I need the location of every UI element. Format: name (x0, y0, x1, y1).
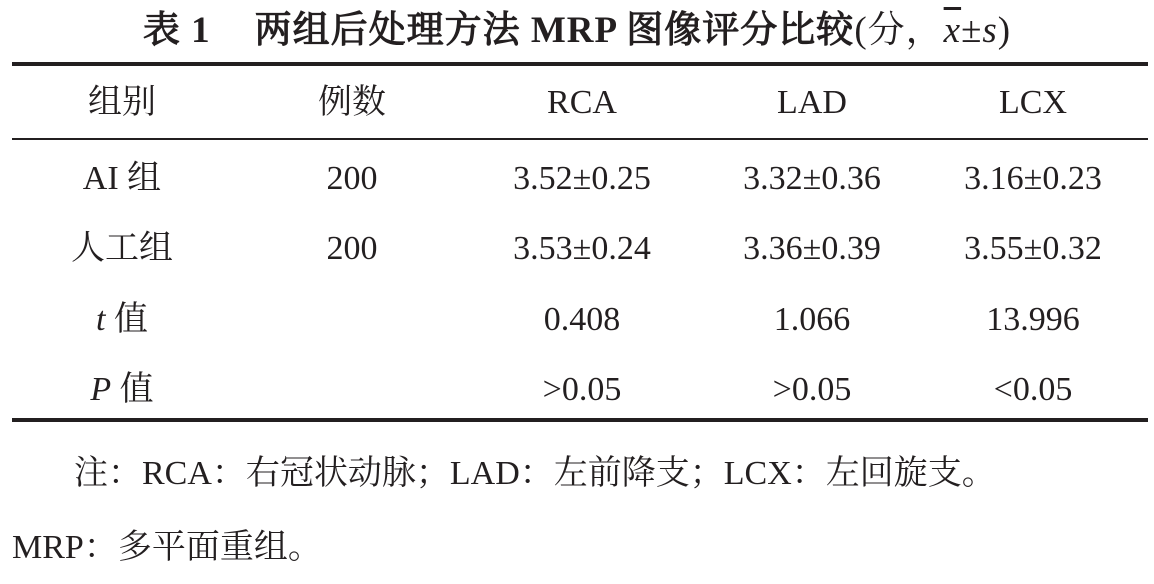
table-note-abbreviations: 注：RCA：右冠状动脉；LAD：左前降支；LCX：左回旋支。 (74, 455, 996, 492)
header-lad: LAD (777, 84, 847, 121)
stat-suffix: 值 (105, 301, 148, 338)
header-rca: RCA (547, 84, 617, 121)
table-title: 两组后处理方法 MRP 图像评分比较 (254, 10, 855, 51)
row-rca-value: 3.53±0.24 (513, 230, 651, 267)
row-stat-label (12, 355, 232, 425)
table-number: 表 1 (142, 10, 211, 51)
table-row (12, 285, 1148, 355)
header-count: 例数 (318, 84, 386, 121)
row-group-label: AI 组 (82, 160, 162, 197)
row-count (232, 355, 472, 425)
table-row (12, 144, 1148, 214)
row-lcx-value: 13.996 (986, 301, 1080, 338)
row-count: 200 (326, 230, 378, 267)
row-lad-value: 3.32±0.36 (743, 160, 881, 197)
stat-symbol-t: t (96, 301, 106, 338)
table-caption (0, 6, 1154, 56)
table-note-mrp: MRP：多平面重组。 (12, 529, 322, 566)
table-unit-open: (分， (854, 10, 944, 51)
table-unit-close: ) (997, 10, 1012, 51)
row-count (232, 285, 472, 355)
row-lad-value: 1.066 (773, 301, 851, 338)
table-row (12, 355, 1148, 425)
row-lad-value: >0.05 (772, 371, 852, 408)
mean-symbol: $\overline{x}$ (943, 10, 962, 51)
table-bottom-rule (12, 418, 1148, 422)
row-stat-label (12, 285, 232, 355)
row-group-label: 人工组 (71, 230, 173, 267)
row-rca-value: 0.408 (543, 301, 621, 338)
row-lcx-value: <0.05 (993, 371, 1073, 408)
table-row (12, 214, 1148, 284)
row-lcx-value: 3.16±0.23 (964, 160, 1102, 197)
table-top-rule (12, 62, 1148, 66)
table-header-row (12, 68, 1148, 138)
table-header-rule (12, 138, 1148, 140)
row-lad-value: 3.36±0.39 (743, 230, 881, 267)
row-rca-value: 3.52±0.25 (513, 160, 651, 197)
plus-minus-symbol: ± (961, 10, 983, 51)
row-count: 200 (326, 160, 378, 197)
header-lcx: LCX (999, 84, 1067, 121)
stat-symbol-p: P (90, 371, 112, 408)
header-group: 组别 (88, 84, 156, 121)
sd-symbol: s (982, 10, 998, 51)
row-rca-value: >0.05 (542, 371, 622, 408)
stat-suffix: 值 (111, 371, 154, 408)
row-lcx-value: 3.55±0.32 (964, 230, 1102, 267)
